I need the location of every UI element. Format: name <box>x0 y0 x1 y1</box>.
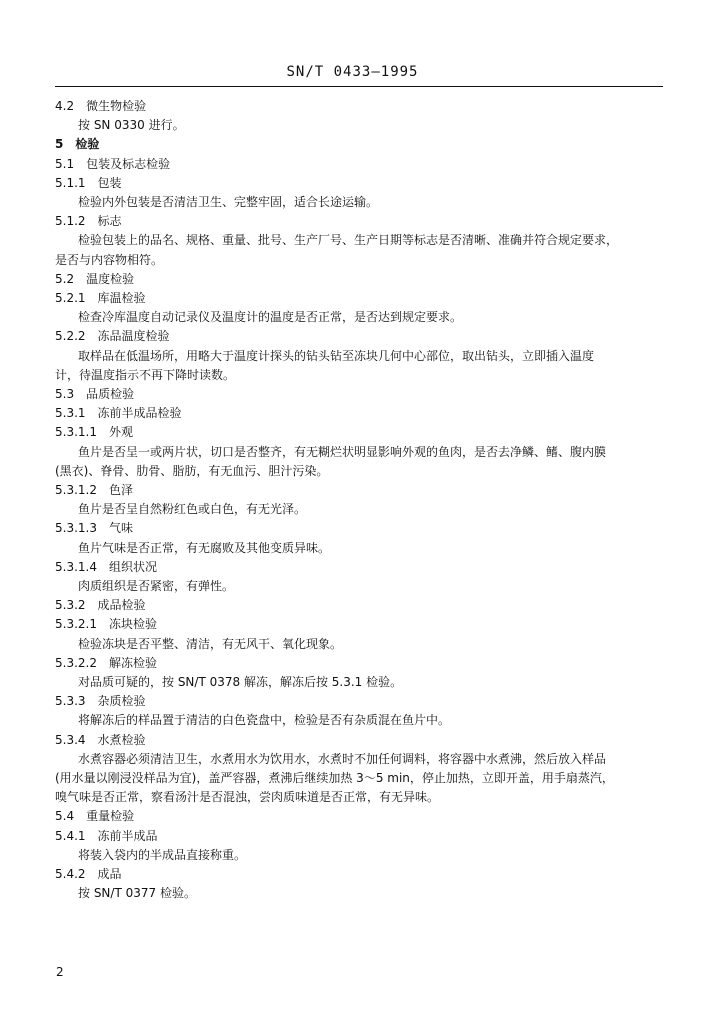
line-text: 冻品温度检验 <box>97 329 170 344</box>
section-heading <box>55 693 146 709</box>
line-text: 对品质可疑的，按 SN/T 0378 解冻，解冻后按 5.3.1 检验。 <box>78 675 403 689</box>
line-text: 检查冷库温度自动记录仪及温度计的温度是否正常，是否达到规定要求。 <box>78 310 463 325</box>
line-text: 取样品在低温场所，用略大于温度计探头的钻头钻至冻块几何中心部位，取出钻头，立即插入温度 <box>78 348 595 363</box>
line-text: 杂质检验 <box>97 694 146 709</box>
section-number: 5.3.1.3 <box>55 521 97 536</box>
line-text: 是否与内容物相符。 <box>55 252 164 267</box>
section-heading <box>55 136 99 152</box>
line-text: 气味 <box>108 521 133 536</box>
line-text: 检验内外包装是否清洁卫生、完整牢固，适合长途运输。 <box>78 195 379 209</box>
section-heading <box>55 482 133 498</box>
section-number: 5.1.2 <box>55 214 86 229</box>
section-number: 5.2.2 <box>55 329 86 344</box>
section-number: 5.3.1.1 <box>55 425 97 440</box>
paragraph-line <box>78 501 306 517</box>
paragraph-line <box>78 885 196 901</box>
section-number: 5.3.2.2 <box>55 655 97 670</box>
header-rule <box>55 86 663 87</box>
line-text: 将装入袋内的半成品直接称重。 <box>78 847 247 862</box>
section-heading <box>55 386 134 402</box>
section-number: 5.3.1 <box>55 406 86 421</box>
paragraph-line <box>55 252 163 268</box>
line-text: 包装及标志检验 <box>86 156 171 171</box>
section-number: 5.3.1.4 <box>55 559 97 574</box>
line-text: 肉质组织是否紧密，有弹性。 <box>78 579 235 593</box>
line-text: 按 SN 0330 进行。 <box>78 118 185 133</box>
section-heading <box>55 213 122 229</box>
section-heading <box>55 156 170 172</box>
line-text: 色泽 <box>108 483 133 497</box>
page-number: 2 <box>56 965 64 979</box>
section-heading <box>55 597 146 613</box>
paragraph-line <box>55 789 439 805</box>
paragraph-line <box>78 847 246 863</box>
section-heading <box>55 828 158 844</box>
section-number: 5.3.4 <box>55 732 86 747</box>
section-heading <box>55 520 133 536</box>
paragraph-line <box>78 309 462 325</box>
line-text: 解冻检验 <box>108 655 157 670</box>
page-header: SN/T 0433—1995 <box>286 64 419 80</box>
paragraph-line <box>55 367 235 383</box>
line-text: 鱼片是否呈自然粉红色或白色，有无光泽。 <box>78 502 307 517</box>
line-text: 检验包装上的品名、规格、重量、批号、生产厂号、生产日期等标志是否清晰、准确并符合规定要求， <box>78 233 619 248</box>
paragraph-line <box>78 232 618 248</box>
line-text: 包装 <box>97 175 122 190</box>
section-number: 5.4.2 <box>55 867 86 881</box>
section-number: 4.2 <box>55 99 75 113</box>
line-text: 成品 <box>97 867 122 881</box>
line-text: 计，待温度指示不再下降时读数。 <box>55 367 236 382</box>
section-number: 5.3.2 <box>55 598 86 613</box>
paragraph-line <box>55 463 328 479</box>
section-heading <box>55 175 122 191</box>
line-text: 组织状况 <box>108 559 157 574</box>
paragraph-line <box>78 348 594 364</box>
section-number: 5.4 <box>55 809 75 824</box>
line-text: 冻前半成品检验 <box>97 406 182 421</box>
paragraph-line <box>78 674 402 690</box>
line-text: (用水量以刚浸没样品为宜)，盖严容器，煮沸后继续加热 3～5 min，停止加热，立即开盖，用手扇蒸汽， <box>55 771 614 785</box>
section-heading <box>55 866 122 882</box>
line-text: 库温检验 <box>97 291 146 305</box>
section-heading <box>55 732 146 748</box>
paragraph-line <box>78 194 378 210</box>
section-heading <box>55 271 134 287</box>
section-heading <box>55 405 182 421</box>
section-number: 5.3.3 <box>55 694 86 709</box>
section-heading <box>55 98 146 114</box>
paragraph-line <box>55 770 614 786</box>
line-text: 微生物检验 <box>86 99 147 113</box>
line-text: 品质检验 <box>86 387 135 401</box>
section-number: 5.2.1 <box>55 291 86 305</box>
paragraph-line <box>78 578 234 594</box>
section-heading <box>55 808 134 824</box>
section-heading <box>55 559 157 575</box>
line-text: 将解冻后的样品置于清洁的白色瓷盘中，检验是否有杂质混在鱼片中。 <box>78 713 451 728</box>
section-number: 5.1.1 <box>55 175 86 190</box>
section-number: 5.3 <box>55 387 75 401</box>
section-number: 5 <box>55 137 64 152</box>
section-number: 5.1 <box>55 156 75 171</box>
paragraph-line <box>78 540 330 556</box>
line-text: 检验 <box>75 137 100 152</box>
section-heading <box>55 424 133 440</box>
paragraph-line <box>78 751 606 767</box>
line-text: 冻前半成品 <box>97 828 158 843</box>
line-text: 水煮检验 <box>97 732 146 747</box>
line-text: 按 SN/T 0377 检验。 <box>78 886 196 901</box>
line-text: 外观 <box>108 425 133 440</box>
line-text: 鱼片气味是否正常，有无腐败及其他变质异味。 <box>78 540 331 555</box>
line-text: 嗅气味是否正常，察看汤汁是否混浊，尝肉质味道是否正常，有无异味。 <box>55 790 440 805</box>
section-number: 5.3.2.1 <box>55 617 97 632</box>
section-heading <box>55 616 157 632</box>
line-text: 标志 <box>97 214 122 229</box>
paragraph-line <box>78 712 450 728</box>
section-heading <box>55 655 157 671</box>
section-number: 5.2 <box>55 271 75 286</box>
line-text: 成品检验 <box>97 598 146 613</box>
section-number: 5.4.1 <box>55 828 86 843</box>
paragraph-line <box>78 444 606 460</box>
line-text: 温度检验 <box>86 271 135 286</box>
line-text: 检验冻块是否平整、清洁，有无风干、氧化现象。 <box>78 636 343 651</box>
paragraph-line <box>78 117 185 133</box>
line-text: 鱼片是否呈一或两片状，切口是否整齐，有无糊烂状明显影响外观的鱼肉，是否去净鳞、鳍、腹内膜 <box>78 444 607 459</box>
line-text: 水煮容器必须清洁卫生，水煮用水为饮用水，水煮时不加任何调料，将容器中水煮沸，然后放入样品 <box>78 751 607 766</box>
line-text: 重量检验 <box>86 809 135 824</box>
paragraph-line <box>78 636 342 652</box>
line-text: 冻块检验 <box>108 617 157 632</box>
section-number: 5.3.1.2 <box>55 483 97 497</box>
section-heading <box>55 290 146 306</box>
section-heading <box>55 328 170 344</box>
line-text: (黑衣)、脊骨、肋骨、脂肪，有无血污、胆汁污染。 <box>55 463 329 478</box>
